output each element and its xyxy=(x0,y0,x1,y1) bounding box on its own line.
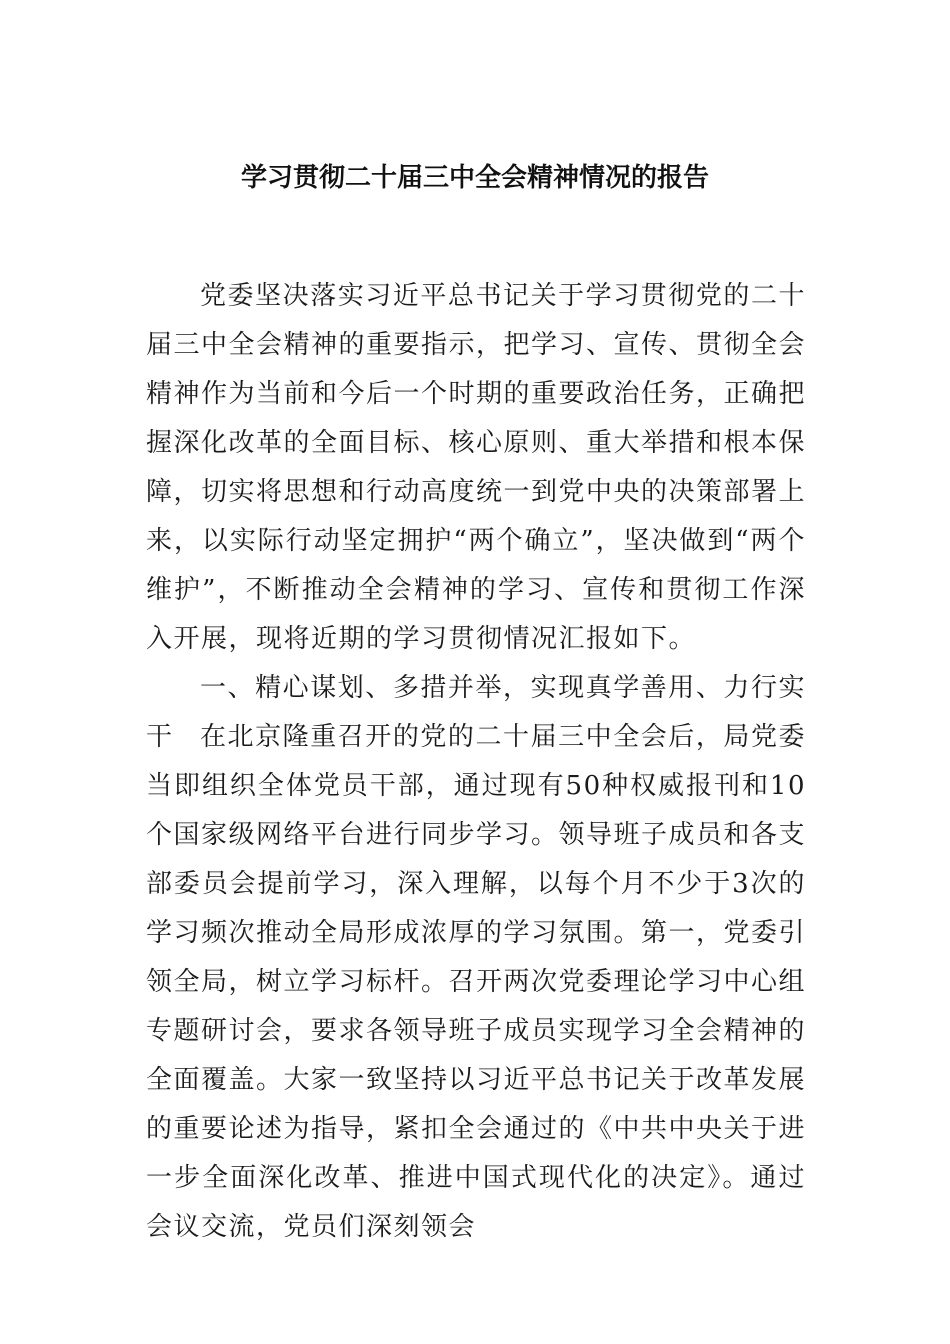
section-heading: 一、精心谋划、多措并举，实现真学善用、力行实干 xyxy=(146,673,806,752)
section-body-paragraph: 在北京隆重召开的党的二十届三中全会后，局党委当即组织全体党员干部，通过现有50种权威报刊和10个国家级网络平台进行同步学习。领导班子成员和各支部委员会提前学习，深入理解，以每个月不少于3次的学习频次推动全局形成浓厚的学习氛围。第一，党委引领全局，树立学习标杆。召开两次党委理论学习中心组专题研讨会，要求各领导班子成员实现学习全会精神的全面覆盖。大家一致坚持以习近平总书记关于改革发展的重要论述为指导，紧扣全会通过的《中共中央关于进一步全面深化改革、推进中国式现代化的决定》。通过会议交流，党员们深刻领会 xyxy=(146,722,807,1242)
document-title: 学习贯彻二十届三中全会精神情况的报告 xyxy=(240,163,709,193)
intro-paragraph: 党委坚决落实习近平总书记关于学习贯彻党的二十届三中全会精神的重要指示，把学习、宣传、贯彻全会精神作为当前和今后一个时期的重要政治任务，正确把握深化改革的全面目标、核心原则、重大举措和根本保障，切实将思想和行动高度统一到党中央的决策部署上来，以实际行动坚定拥护“两个确立”，坚决做到“两个维护”，不断推动全会精神的学习、宣传和贯彻工作深入开展，现将近期的学习贯彻情况汇报如下。 xyxy=(146,281,807,654)
